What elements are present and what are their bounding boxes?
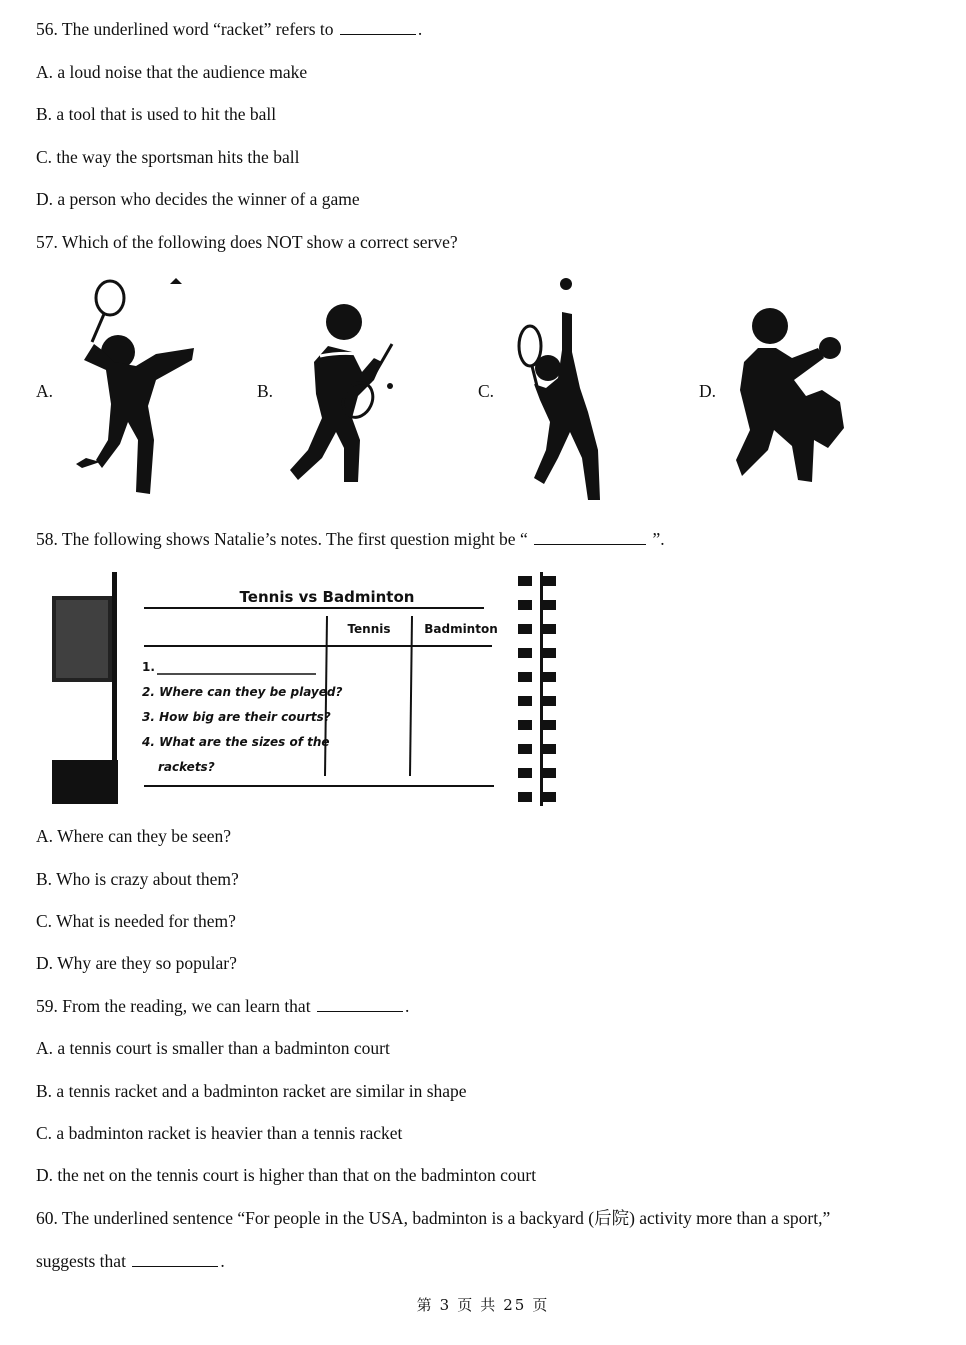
notes-item-4: 4. What are the sizes of the	[142, 735, 330, 749]
footer-ye-2: 页	[532, 1296, 550, 1314]
serve-figure-d-icon	[730, 300, 850, 490]
q58-stem-end: ”.	[648, 529, 665, 549]
q57-label-a: A.	[36, 381, 54, 401]
footer-ye: 页	[457, 1296, 475, 1314]
q56-option-b: B. a tool that is used to hit the ball	[36, 104, 277, 124]
q59-stem	[36, 995, 409, 1017]
q59-stem-text: 59. From the reading, we can learn that	[36, 996, 315, 1016]
notes-item-1: 1.	[142, 660, 155, 674]
footer-di: 第	[416, 1296, 434, 1314]
q57-label-d: D.	[699, 381, 717, 401]
q56-stem-end: .	[417, 19, 423, 39]
q58-option-c: C. What is needed for them?	[36, 911, 236, 931]
q59-option-c: C. a badminton racket is heavier than a tennis racket	[36, 1123, 403, 1143]
q59-option-d: D. the net on the tennis court is higher than that on the badminton court	[36, 1165, 537, 1185]
q59-answer-blank	[317, 997, 403, 1012]
notes-item-4-cont: rackets?	[158, 760, 215, 774]
footer-gong: 共	[480, 1296, 498, 1314]
q57-label-b: B.	[257, 381, 274, 401]
q58-stem-text: 58. The following shows Natalie’s notes. The first question might be “	[36, 529, 533, 549]
q56-option-d: D. a person who decides the winner of a game	[36, 189, 360, 209]
q60-stem: 60. The underlined sentence “For people in the USA, badminton is a backyard (后院) activity more than a sport,”	[36, 1208, 831, 1228]
q56-stem-text: 56. The underlined word “racket” refers to	[36, 19, 338, 39]
q58-option-a: A. Where can they be seen?	[36, 826, 231, 846]
q60-stem-cont	[36, 1250, 225, 1272]
q60-answer-blank	[132, 1252, 218, 1267]
q59-option-b: B. a tennis racket and a badminton racket are similar in shape	[36, 1081, 467, 1101]
q56-answer-blank	[340, 20, 416, 35]
serve-figure-b-icon	[282, 300, 402, 490]
serve-figure-a-icon	[66, 272, 206, 502]
q59-stem-end: .	[404, 996, 410, 1016]
notes-col-tennis: Tennis	[347, 622, 391, 636]
q59-option-a: A. a tennis court is smaller than a badminton court	[36, 1038, 390, 1058]
notes-col-badminton: Badminton	[424, 622, 498, 636]
q58-answer-blank	[534, 530, 646, 545]
q58-stem	[36, 528, 665, 550]
q58-option-b: B. Who is crazy about them?	[36, 869, 239, 889]
q56-stem	[36, 18, 422, 40]
q56-option-c: C. the way the sportsman hits the ball	[36, 147, 300, 167]
q60-stem-text: suggests that	[36, 1251, 131, 1271]
natalie-notes-figure	[52, 570, 572, 808]
page-footer	[0, 1294, 966, 1315]
serve-figure-c-icon	[510, 272, 620, 502]
footer-page-number: 3	[439, 1296, 452, 1314]
q57-stem: 57. Which of the following does NOT show a correct serve?	[36, 232, 458, 252]
q58-option-d: D. Why are they so popular?	[36, 953, 237, 973]
notes-item-3: 3. How big are their courts?	[142, 710, 331, 724]
q60-stem-end: .	[220, 1251, 225, 1271]
q57-label-c: C.	[478, 381, 495, 401]
footer-total-pages: 25	[503, 1296, 527, 1314]
notes-item-2: 2. Where can they be played?	[142, 685, 343, 699]
q56-option-a: A. a loud noise that the audience make	[36, 62, 308, 82]
notes-title: Tennis vs Badminton	[239, 588, 415, 606]
